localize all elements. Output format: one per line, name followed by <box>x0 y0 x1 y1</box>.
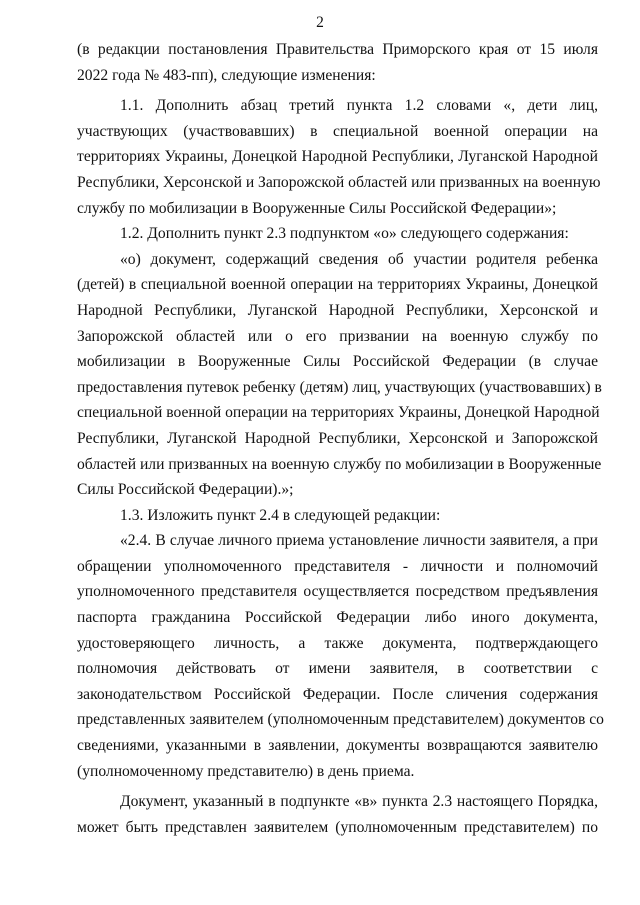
text-line: обращении уполномоченного представителя - личности и полномочий <box>77 557 598 575</box>
text-line: удостоверяющего личность, а также документа, подтверждающего <box>77 634 598 652</box>
text-line: службу по мобилизации в Вооруженные Силы Российской Федерации»; <box>77 199 557 217</box>
text-line: паспорта гражданина Российской Федерации либо иного документа, <box>77 609 598 627</box>
text-line: «о) документ, содержащий сведения об участии родителя ребенка <box>120 250 598 268</box>
text-line: Народной Республики, Луганской Народной Республики, Херсонской и <box>77 301 598 319</box>
text-line: 2022 года № 483-пп), следующие изменения: <box>77 66 376 84</box>
text-line: Запорожской областей или о его призвании на военную службу по <box>77 327 598 345</box>
text-line: участвующих (участвовавших) в специальной военной операции на <box>77 122 598 140</box>
text-line: сведениями, указанными в заявлении, документы возвращаются заявителю <box>77 737 598 755</box>
text-line: может быть представлен заявителем (уполномоченным представителем) по <box>77 818 598 836</box>
text-line: Документ, указанный в подпункте «в» пункта 2.3 настоящего Порядка, <box>120 793 598 811</box>
text-line: 1.2. Дополнить пункт 2.3 подпунктом «о» следующего содержания: <box>120 225 569 243</box>
text-line: предоставления путевок ребенку (детям) лиц, участвующих (участвовавших) в <box>77 378 602 396</box>
text-line: территориях Украины, Донецкой Народной Республики, Луганской Народной <box>77 148 598 166</box>
text-line: законодательством Российской Федерации. После сличения содержания <box>77 685 598 703</box>
text-line: уполномоченного представителя осуществляется посредством предъявления <box>77 583 598 601</box>
text-line: специальной военной операции на территориях Украины, Донецкой Народной <box>77 404 600 422</box>
text-line: Силы Российской Федерации).»; <box>77 481 294 499</box>
page-number: 2 <box>316 14 324 31</box>
text-line: Республики, Луганской Народной Республики, Херсонской и Запорожской <box>77 429 598 447</box>
text-line: «2.4. В случае личного приема установление личности заявителя, а при <box>120 532 598 550</box>
text-line: 1.1. Дополнить абзац третий пункта 1.2 словами «, дети лиц, <box>120 97 598 115</box>
text-line: 1.3. Изложить пункт 2.4 в следующей редакции: <box>120 506 441 524</box>
text-line: полномочия действовать от имени заявителя, в соответствии с <box>77 660 598 678</box>
document-body <box>77 37 604 840</box>
text-line: областей или призванных на военную службу по мобилизации в Вооруженные <box>77 455 602 473</box>
text-line: (уполномоченному представителю) в день приема. <box>77 762 415 780</box>
text-line: Республики, Херсонской и Запорожской областей или призванных на военную <box>77 173 601 191</box>
text-line: представленных заявителем (уполномоченным представителем) документов со <box>77 711 604 729</box>
text-line: мобилизации в Вооруженные Силы Российской Федерации (в случае <box>77 353 598 371</box>
text-line: (детей) в специальной военной операции на территориях Украины, Донецкой <box>77 276 598 294</box>
text-line: (в редакции постановления Правительства Приморского края от 15 июля <box>77 41 598 58</box>
